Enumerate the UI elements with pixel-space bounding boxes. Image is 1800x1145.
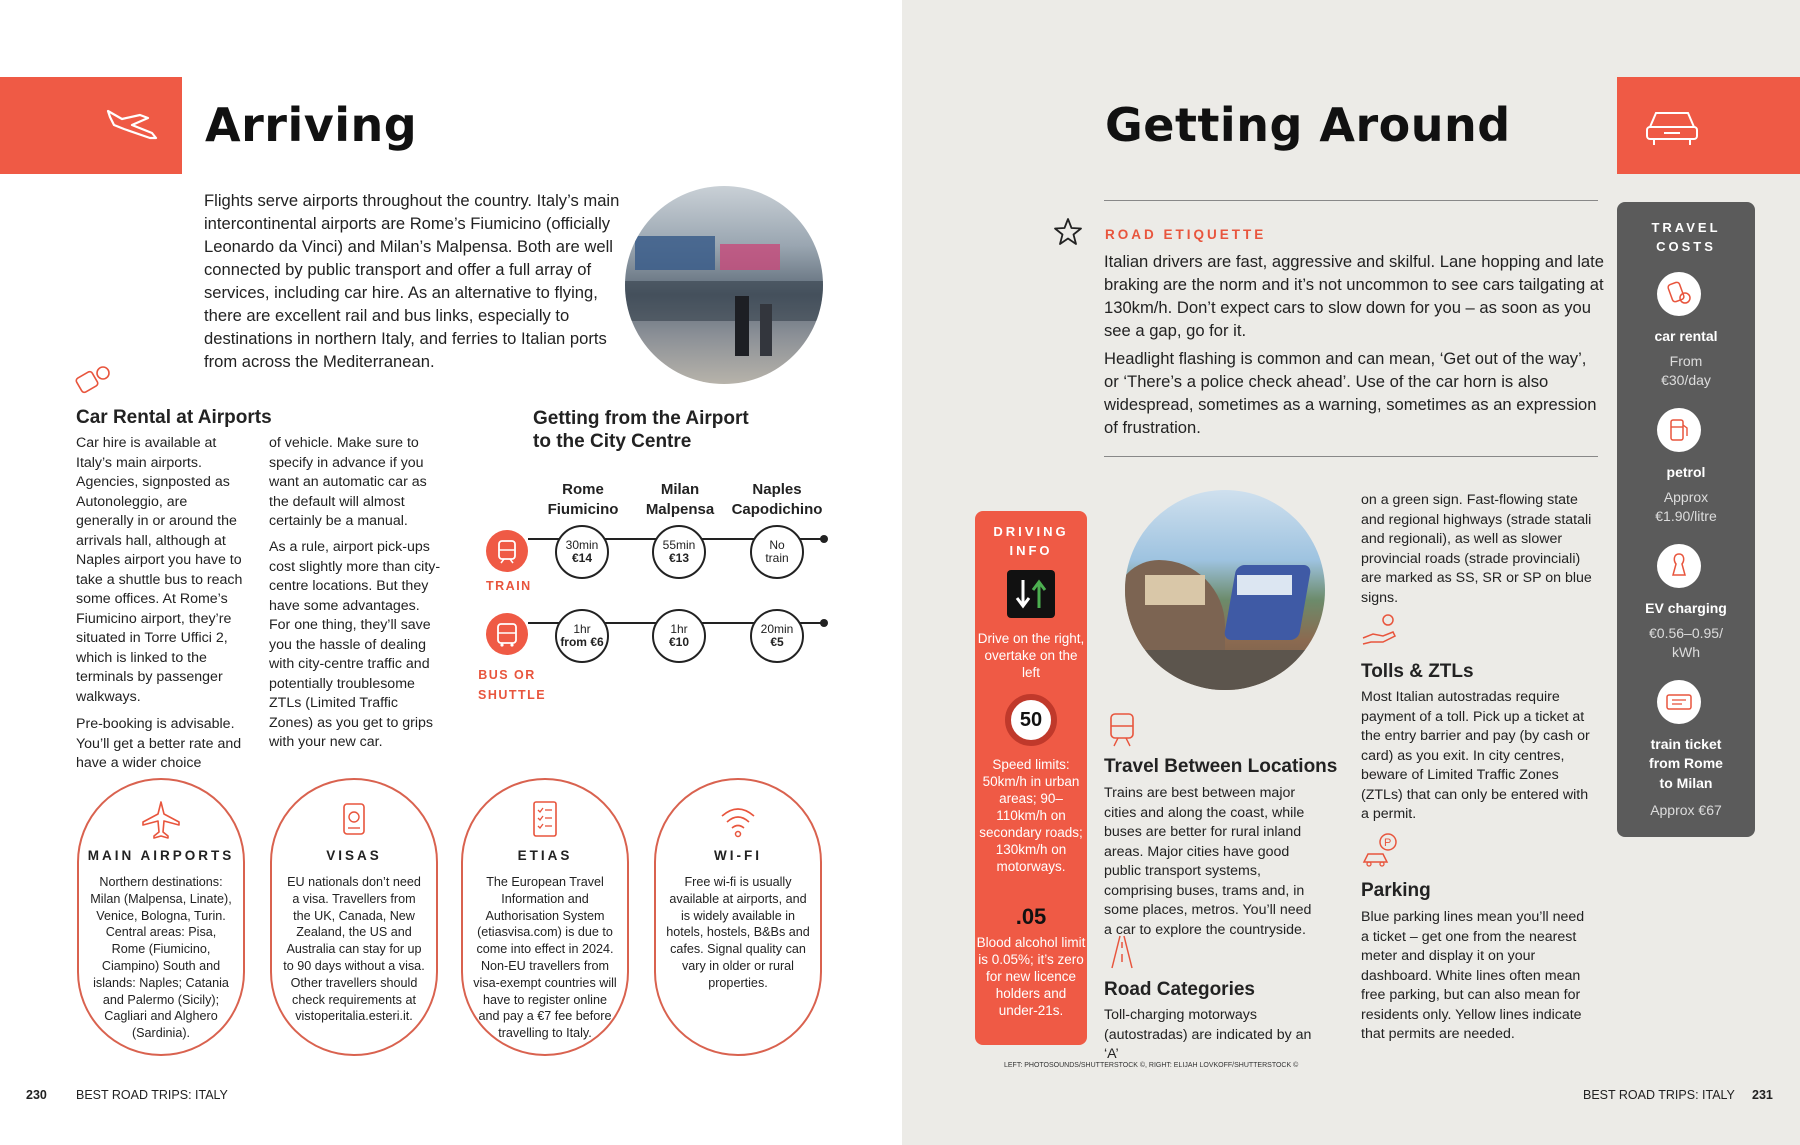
parking-text: Blue parking lines mean you’ll need a ticket – get one from the nearest meter and display it on your dashboard. White lines often mean free parking, but can also mean for residents only. Yellow lines indicate that permits are needed. bbox=[1361, 909, 1585, 1042]
cost-train-value: Approx €67 bbox=[1650, 802, 1722, 818]
cost-train-label-2: from Rome bbox=[1649, 755, 1723, 771]
page-title: Arriving bbox=[205, 98, 418, 152]
car-rental-col2-p1: of vehicle. Make sure to specify in advance if you want an automatic car as the default will almost certainly be a manual. bbox=[269, 435, 427, 529]
travel-costs-heading-2: COSTS bbox=[1656, 239, 1716, 254]
train-row-end-dot bbox=[820, 535, 828, 543]
two-way-traffic-icon bbox=[1007, 570, 1055, 618]
road-categories-heading: Road Categories bbox=[1104, 979, 1255, 1000]
checklist-icon bbox=[521, 798, 569, 842]
driving-info-heading-1: DRIVING bbox=[993, 524, 1069, 539]
airport-col-naples-l2: Capodichino bbox=[731, 501, 823, 518]
passport-icon bbox=[330, 798, 378, 842]
pill-visas-title: VISAS bbox=[326, 848, 382, 863]
cost-train-label-3: to Milan bbox=[1659, 775, 1713, 791]
parking-heading: Parking bbox=[1361, 880, 1431, 901]
cost-ev-label: EV charging bbox=[1645, 600, 1727, 616]
pill-etias bbox=[461, 778, 629, 1056]
train-rome-node bbox=[555, 525, 609, 579]
transfer-heading bbox=[533, 407, 749, 453]
airport-col-milan-l1: Milan bbox=[660, 481, 700, 498]
road-icon bbox=[1104, 934, 1140, 970]
road-etiquette-heading: ROAD ETIQUETTE bbox=[1105, 227, 1267, 242]
pill-main-airports bbox=[77, 778, 245, 1056]
car-rental-col1-p2: Pre-booking is advisable. You’ll get a better rate and have a wider choice bbox=[76, 716, 242, 771]
fuel-pump-icon bbox=[1657, 408, 1701, 452]
bus-rome-time: 1hr bbox=[573, 622, 591, 636]
bus-naples-time: 20min bbox=[760, 622, 794, 636]
bus-rome-price: from €6 bbox=[560, 635, 604, 649]
drive-side-text: Drive on the right, overtake on the left bbox=[977, 631, 1085, 680]
train-icon bbox=[486, 530, 528, 572]
cost-car-rental-value-1: From bbox=[1669, 353, 1703, 369]
car-rental-col2-p2: As a rule, airport pick-ups cost slightly more than city-centre locations. But they have some advantages. For one thing, they’ll save you the hassle of dealing with city-centre traffic and potentially troublesome ZTLs (Limited Traffic Zones) as you get to grips with your new car. bbox=[269, 539, 441, 750]
travel-between-text: Trains are best between major cities and along the coast, while buses are better for rural inland areas. Major cities have good public transport systems, comprising buses, trams and, in some places, metros. You’ll need a car to explore the countryside. bbox=[1104, 785, 1312, 938]
right-page bbox=[902, 0, 1800, 1145]
intro-text: Flights serve airports throughout the country. Italy’s main intercontinental airports are Rome’s Fiumicino (officially Leonardo da Vinci) and Milan’s Malpensa. Both are well connected by public transport and offer a full array of services, including car hire. As an alternative to flying, there are excellent rail and bus links, especially to destinations in northern Italy, and ferries to Italian ports from across the Mediterranean. bbox=[204, 191, 620, 371]
divider-top bbox=[1104, 200, 1598, 201]
travel-costs-heading-1: TRAVEL bbox=[1651, 220, 1721, 235]
footer-page-number: 231 bbox=[1752, 1088, 1773, 1102]
ticket-icon bbox=[1657, 680, 1701, 724]
pill-etias-title: ETIAS bbox=[517, 848, 573, 863]
footer-title: BEST ROAD TRIPS: ITALY bbox=[76, 1088, 228, 1102]
bus-row-end-dot bbox=[820, 619, 828, 627]
train-milan-price: €13 bbox=[668, 551, 690, 565]
pill-main-airports-text: Northern destinations: Milan (Malpensa, Linate), Venice, Bologna, Turin. Central areas: Pisa, Rome (Fiumicino, Ciampino) South and islands: Naples; Catania and Palermo (Sicily); Cagliari and Alghero (Sardinia). bbox=[90, 875, 232, 1041]
travel-costs-panel bbox=[1617, 202, 1755, 837]
parking-icon bbox=[1361, 832, 1401, 870]
travel-between-heading: Travel Between Locations bbox=[1104, 756, 1338, 777]
train-icon bbox=[1104, 710, 1140, 750]
train-label: TRAIN bbox=[486, 579, 532, 593]
wifi-icon bbox=[714, 798, 762, 842]
arriving-header-block bbox=[0, 77, 182, 174]
train-rome-price: €14 bbox=[571, 551, 593, 565]
bus-label bbox=[478, 665, 547, 705]
speed-limits-text: Speed limits: 50km/h in urban areas; 90–110km/h on secondary roads; 130km/h on motorways. bbox=[979, 757, 1083, 874]
car-key-icon bbox=[75, 362, 115, 398]
star-icon bbox=[1052, 216, 1084, 248]
bus-label-2: SHUTTLE bbox=[478, 688, 547, 702]
cost-petrol-value-1: Approx bbox=[1663, 489, 1709, 505]
bus-milan-node bbox=[652, 609, 706, 663]
speed-limit-sign: 50 bbox=[1005, 694, 1057, 746]
cost-ev-value-1: €0.56–0.95/ bbox=[1649, 625, 1723, 641]
tolls-text: Most Italian autostradas require payment of a toll. Pick up a ticket at the entry barrier and pay (by cash or card) as you exit. In city centres, beware of Limited Traffic Zones (ZTLs) that can only be entered with a permit. bbox=[1361, 689, 1590, 822]
pill-wifi-title: WI-FI bbox=[714, 848, 762, 863]
coastal-train-photo bbox=[1125, 490, 1325, 690]
pill-wifi-text: Free wi-fi is usually available at airports, and is widely available in hotels, hostels, B&Bs and cafes. Signal quality can vary in older or rural properties. bbox=[666, 875, 810, 990]
driving-info-heading-2: INFO bbox=[1009, 543, 1053, 558]
train-milan-time: 55min bbox=[662, 538, 696, 552]
bus-naples-node bbox=[750, 609, 804, 663]
alcohol-limit-value: .05 bbox=[1015, 904, 1047, 929]
bus-icon bbox=[486, 613, 528, 655]
airport-col-milan bbox=[625, 480, 735, 520]
divider-mid bbox=[1104, 456, 1598, 457]
plane-landing-icon bbox=[104, 105, 164, 145]
footer-page-number: 230 bbox=[26, 1088, 47, 1102]
page-title: Getting Around bbox=[1105, 98, 1511, 152]
airport-col-milan-l2: Malpensa bbox=[645, 501, 715, 518]
pill-visas bbox=[270, 778, 438, 1056]
tolls-heading: Tolls & ZTLs bbox=[1361, 661, 1474, 682]
bus-milan-time: 1hr bbox=[670, 622, 688, 636]
cost-petrol-label: petrol bbox=[1666, 464, 1706, 480]
airport-col-naples-l1: Naples bbox=[752, 481, 802, 498]
road-categories-text: Toll-charging motorways (autostradas) are indicated by an ‘A’ bbox=[1104, 1007, 1312, 1062]
airport-col-rome bbox=[528, 480, 638, 520]
photo-credits: LEFT: PHOTOSOUNDS/SHUTTERSTOCK ©, RIGHT: ELIJAH LOVKOFF/SHUTTERSTOCK © bbox=[1004, 1062, 1299, 1069]
etiquette-p2: Headlight flashing is common and can mean, ‘Get out of the way’, or ‘There’s a police check ahead’. Use of the car horn is also widespread, sometimes as a warning, sometimes as an expression of frustration. bbox=[1104, 349, 1597, 437]
bus-milan-price: €10 bbox=[668, 635, 690, 649]
cost-ev-value-2: kWh bbox=[1672, 644, 1700, 660]
pill-main-airports-title: MAIN AIRPORTS bbox=[87, 848, 235, 863]
alcohol-limit-text: Blood alcohol limit is 0.05%; it’s zero for new licence holders and under-21s. bbox=[976, 935, 1086, 1018]
train-naples-node bbox=[750, 525, 804, 579]
pill-visas-text: EU nationals don’t need a visa. Travellers from the UK, Canada, New Zealand, the US and Australia can stay for up to 90 days without a visa. Other travellers should check requirements at vistoperitalia.esteri.it. bbox=[283, 875, 425, 1024]
train-rome-time: 30min bbox=[565, 538, 599, 552]
svg-text:P: P bbox=[1384, 837, 1392, 849]
car-icon bbox=[1642, 105, 1702, 149]
car-rental-col1-p1: Car hire is available at Italy’s main airports. Agencies, signposted as Autonoleggio, are generally in or around the arrivals hall, although at Naples airport you have to take a shuttle bus to reach some offices. At Rome’s Fiumicino airport, they’re situated in Torre Uffici 2, which is linked to the terminals by passenger walkways. bbox=[76, 435, 243, 705]
train-naples-time: No bbox=[769, 538, 785, 552]
airport-col-rome-l1: Rome bbox=[562, 481, 604, 498]
cost-car-rental-value-2: €30/day bbox=[1661, 372, 1711, 388]
footer-title: BEST ROAD TRIPS: ITALY bbox=[1583, 1088, 1735, 1102]
pill-wifi bbox=[654, 778, 822, 1056]
bus-rome-node bbox=[555, 609, 609, 663]
bus-label-1: BUS OR bbox=[478, 668, 536, 682]
car-rental-heading: Car Rental at Airports bbox=[76, 407, 272, 428]
cost-train-label-1: train ticket bbox=[1650, 736, 1722, 752]
getting-around-header-block bbox=[1617, 77, 1800, 174]
etiquette-p1: Italian drivers are fast, aggressive and skilful. Lane hopping and late braking are the norm and it’s not uncommon to see cars tailgating at 130km/h. Don’t expect cars to slow down for you – as soon as you see a gap, go for it. bbox=[1104, 252, 1604, 340]
cost-petrol-value-2: €1.90/litre bbox=[1655, 508, 1717, 524]
airport-col-naples bbox=[722, 480, 832, 520]
airport-photo bbox=[625, 186, 823, 384]
pill-etias-text: The European Travel Information and Authorisation System (etiasvisa.com) is due to come into effect in 2024. Non-EU travellers from visa-exempt countries will have to register online and pay a €7 fee before travelling to Italy. bbox=[473, 875, 617, 1041]
transfer-heading-line2: to the City Centre bbox=[533, 431, 692, 452]
transfer-heading-line1: Getting from the Airport bbox=[533, 408, 749, 429]
car-key-icon bbox=[1657, 272, 1701, 316]
ev-plug-icon bbox=[1657, 544, 1701, 588]
cost-car-rental-label: car rental bbox=[1654, 328, 1718, 344]
road-categories-continued: on a green sign. Fast-flowing state and regional highways (strade statali and regionali), as well as slower provincial roads (strade provinciali) are marked as SS, SR or SP on blue signs. bbox=[1361, 492, 1592, 606]
train-naples-price: train bbox=[765, 551, 789, 565]
airport-col-rome-l2: Fiumicino bbox=[547, 501, 619, 518]
train-milan-node bbox=[652, 525, 706, 579]
bus-naples-price: €5 bbox=[770, 635, 784, 649]
plane-icon bbox=[137, 798, 185, 842]
toll-payment-icon bbox=[1361, 612, 1401, 648]
driving-info-panel bbox=[975, 511, 1087, 1045]
